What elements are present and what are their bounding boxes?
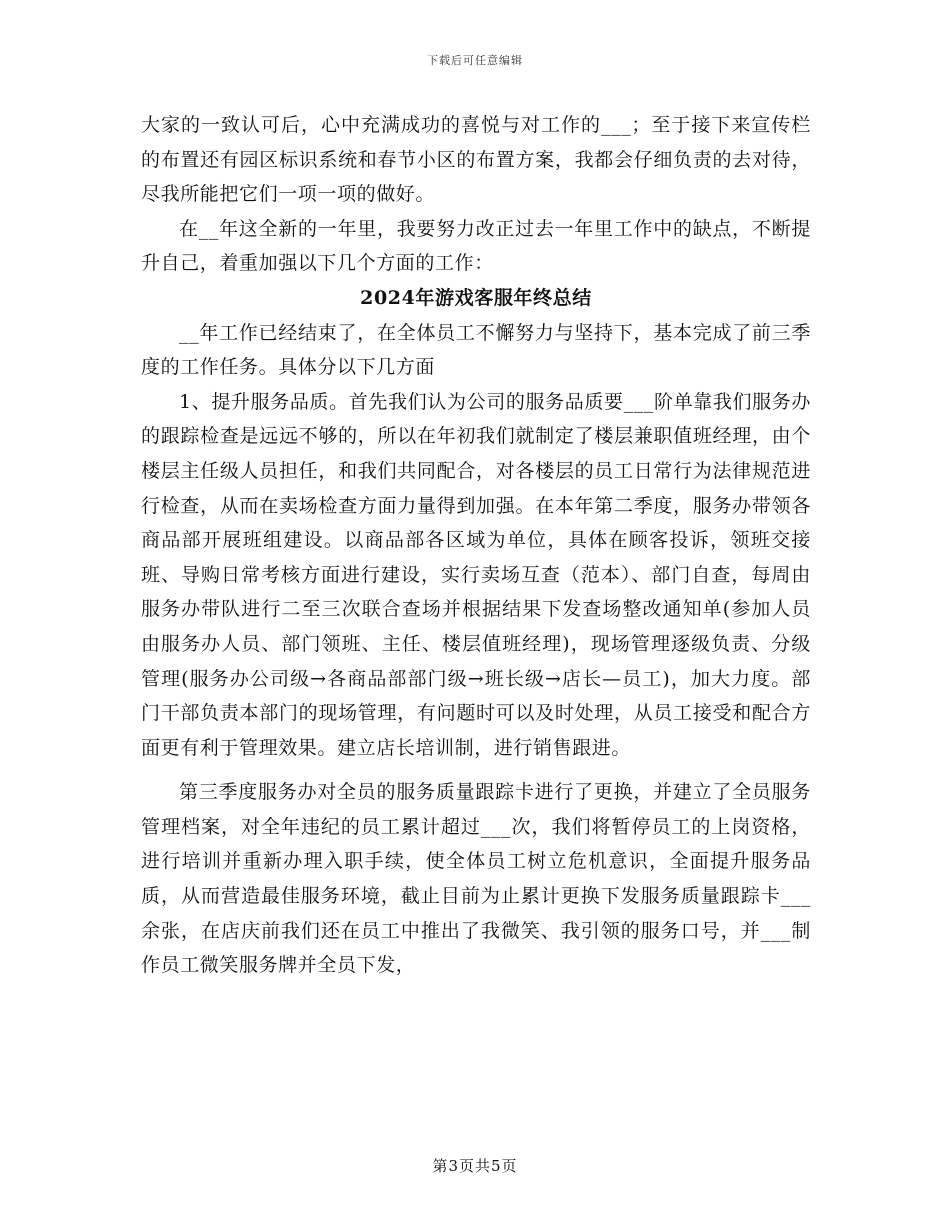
paragraph-intro: __年工作已经结束了，在全体员工不懈努力与坚持下，基本完成了前三季度的工作任务。具体分以下几方面 xyxy=(141,321,811,379)
paragraph-point-1: 1、提升服务品质。首先我们认为公司的服务品质要___阶单靠我们服务办的跟踪检查是远远不够的，所以在年初我们就制定了楼层兼职值班经理，由个楼层主任级人员担任，和我们共同配合，对各楼层的员工日常行为法律规范进行检查，从而在卖场检查方面力量得到加强。在本年第二季度，服务办带领各商品部开展班组建设。以商品部各区域为单位，具体在顾客投诉，领班交接班、导购日常考核方面进行建设，实行卖场互查（范本）、部门自查，每周由服务办带队进行二至三次联合查场并根据结果下发查场整改通知单(参加人员由服务办人员、部门领班、主任、楼层值班经理)，现场管理逐级负责、分级管理(服务办公司级→各商品部部门级→班长级→店长—员工)，加大力度。部门干部负责本部门的现场管理，有问题时可以及时处理，从员工接受和配合方面更有利于管理效果。建立店长培训制，进行销售跟进。 xyxy=(141,390,811,759)
document-body xyxy=(141,108,811,983)
page-number: 第3页共5页 xyxy=(432,1157,518,1175)
paragraph-third-quarter: 第三季度服务办对全员的服务质量跟踪卡进行了更换，并建立了全员服务管理档案，对全年违纪的员工累计超过___次，我们将暂停员工的上岗资格，进行培训并重新办理入职手续，使全体员工树立危机意识，全面提升服务品质，从而营造最佳服务环境，截止目前为止累计更换下发服务质量跟踪卡___余张，在店庆前我们还在员工中推出了我微笑、我引领的服务口号，并___制作员工微笑服务牌并全员下发， xyxy=(141,781,811,977)
paragraph-continued: 大家的一致认可后，心中充满成功的喜悦与对工作的___；至于接下来宣传栏的布置还有园区标识系统和春节小区的布置方案，我都会仔细负责的去对待，尽我所能把它们一项一项的做好。 xyxy=(141,114,811,206)
paragraph-new-year-goals: 在__年这全新的一年里，我要努力改正过去一年里工作中的缺点，不断提升自己，着重加强以下几个方面的工作： xyxy=(141,217,811,275)
page-header-note: 下载后可任意编辑 xyxy=(427,54,523,67)
section-title: 2024年游戏客服年终总结 xyxy=(360,286,592,309)
